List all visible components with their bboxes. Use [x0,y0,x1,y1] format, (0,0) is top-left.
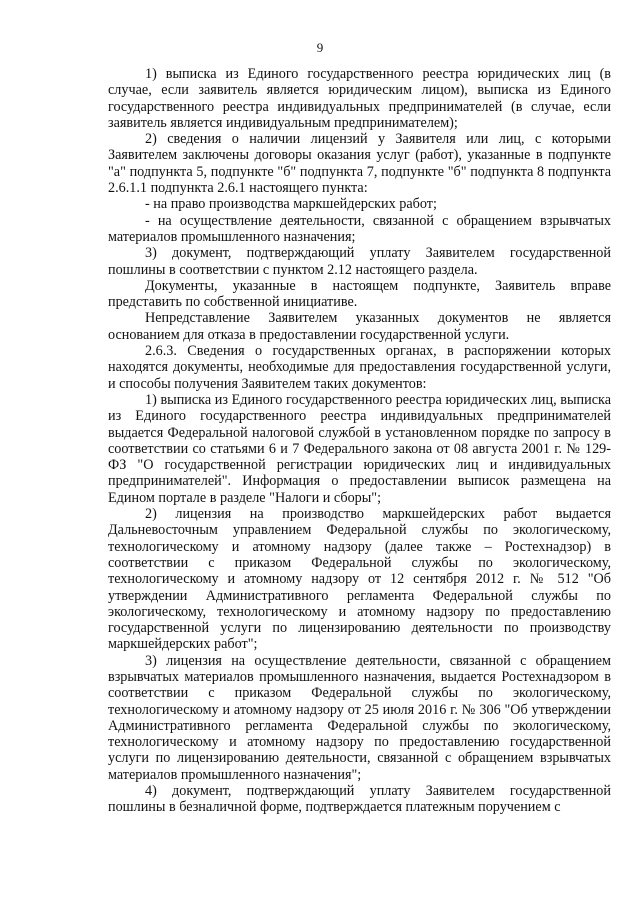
paragraph-state-fee-document: 3) документ, подтверждающий уплату Заявителем государственной пошлины в соответствии с пунктом 2.12 настоящего раздела. [108,245,611,278]
paragraph-tax-service-extract: 1) выписка из Единого государственного реестра юридических лиц, выписка из Единого государственного реестра индивидуальных предпринимателей выдается Федеральной налоговой службой в установленном порядке по запросу в соответствии со статьями 6 и 7 Федерального закона от 08 августа 2001 г. № 129-ФЗ "О государственной регистрации юридических лиц и индивидуальных предпринимателей". Информация о предоставлении выписок размещена на Едином портале в разделе "Налоги и сборы"; [108,391,611,506]
page-number: 9 [316,40,324,55]
paragraph-survey-license: 2) лицензия на производство маркшейдерских работ выдается Дальневосточным управлением Федеральной службы по экологическому, технологическому и атомному надзору (далее также – Ростехнадзор) в соответствии с приказом Федеральной службы по экологическому, технологическому и атомному надзору от 12 сентября 2012 г. № 512 "Об утверждении Административного регламента Федеральной службы по экологическому, технологическому и атомному надзору по предоставлению государственной услуги по лицензированию деятельности по производству маркшейдерских работ"; [108,506,611,653]
paragraph-survey-works: - на право производства маркшейдерских работ; [145,196,437,213]
paragraph-payment-order: 4) документ, подтверждающий уплату Заявителем государственной пошлины в безналичной форме, подтверждается платежным поручением с [108,783,611,816]
paragraph-extract-registry: 1) выписка из Единого государственного реестра юридических лиц (в случае, если заявитель является юридическим лицом), выписка из Единого государственного реестра индивидуальных предпринимателей (в случае, если заявитель является индивидуальным предпринимателем); [108,66,611,131]
paragraph-license-info: 2) сведения о наличии лицензий у Заявителя или лиц, с которыми Заявителем заключены договоры оказания услуг (работ), указанные в подпункте "а" подпункта 5, подпункте "б" подпункта 7, подпункте "б" подпункта 8 подпункта 2.6.1.1 подпункта 2.6.1 настоящего пункта: [108,131,611,197]
paragraph-explosives-license: 3) лицензия на осуществление деятельности, связанной с обращением взрывчатых материалов промышленного назначения, выдается Ростехнадзором в соответствии с приказом Федеральной службы по экологическому, технологическому и атомному надзору от 25 июля 2016 г. № 306 "Об утверждении Административного регламента Федеральной службы по экологическому, технологическому и атомному надзору по предоставлению государственной услуги по лицензированию деятельности, связанной с обращением взрывчатых материалов промышленного назначения"; [108,652,611,783]
paragraph-non-submission: Непредставление Заявителем указанных документов не является основанием для отказа в предоставлении государственной услуги. [108,310,611,343]
document-body [108,66,611,816]
paragraph-own-initiative: Документы, указанные в настоящем подпункте, Заявитель вправе представить по собственной инициативе. [108,277,611,311]
paragraph-explosives-activity: - на осуществление деятельности, связанной с обращением взрывчатых материалов промышленного назначения; [108,212,611,245]
paragraph-section-2-6-3: 2.6.3. Сведения о государственных органах, в распоряжении которых находятся документы, необходимые для предоставления государственной услуги, и способы получения Заявителем таких документов: [108,343,611,392]
